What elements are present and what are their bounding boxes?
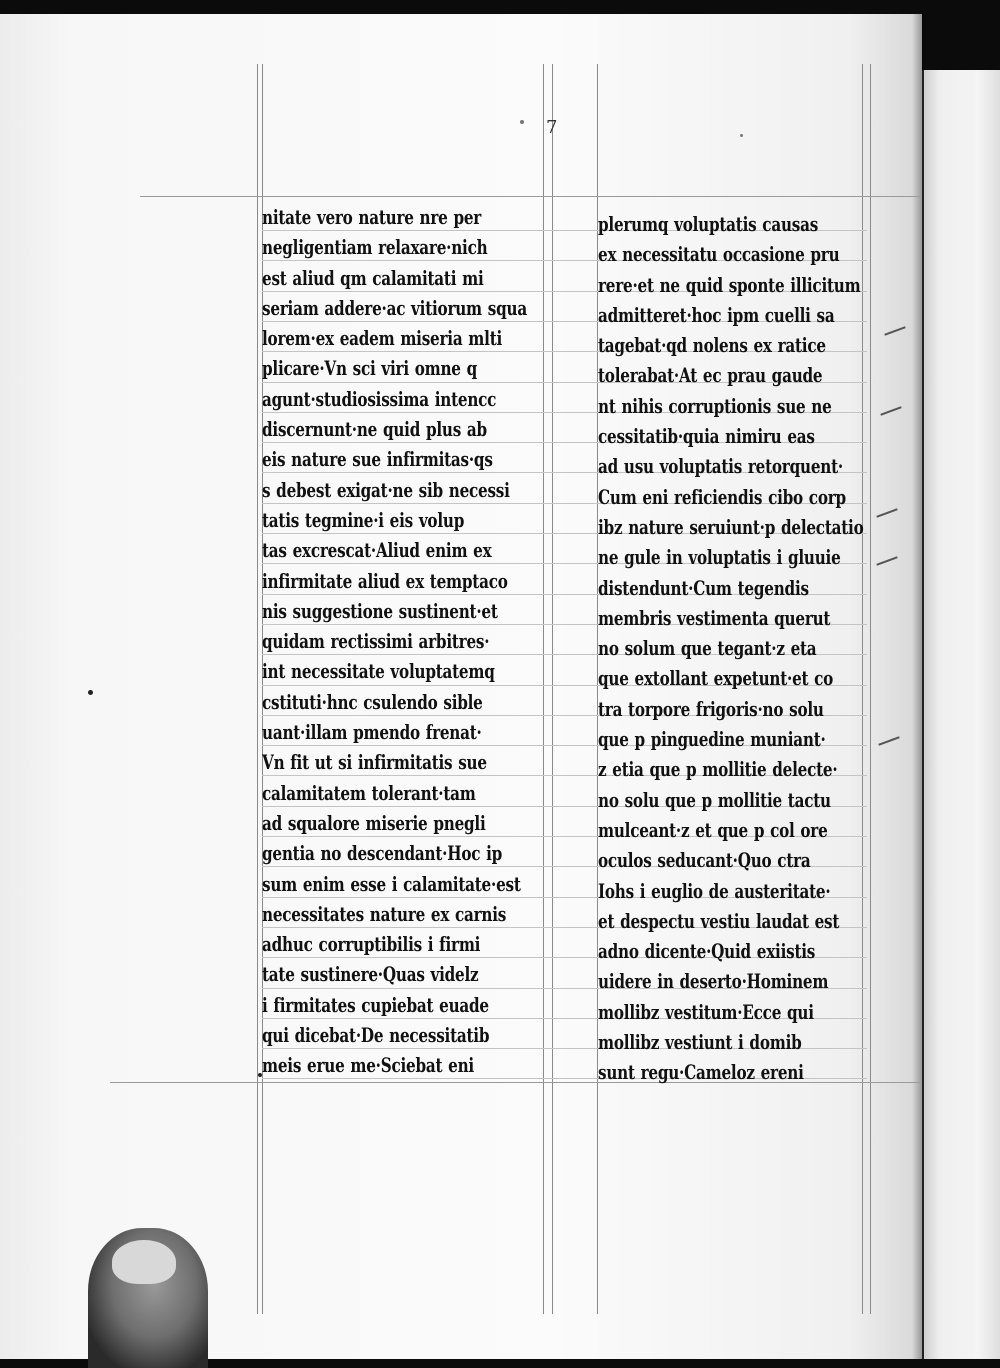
text-line: que extollant expetunt·et co [598, 667, 834, 691]
text-line: cessitatib·quia nimiru eas [598, 425, 815, 449]
text-line: adhuc corruptibilis i firmi [262, 933, 481, 957]
text-line: Vn fit ut si infirmitatis sue [262, 751, 487, 775]
text-line: sunt regu·Cameloz ereni [598, 1061, 804, 1085]
text-line: tra torpore frigoris·no solu [598, 697, 824, 721]
text-line: z etia que p mollitie delecte· [598, 758, 838, 782]
text-line: gentia no descendant·Hoc ip [262, 842, 503, 866]
text-line: qui dicebat·De necessitatib [262, 1024, 490, 1048]
text-line: mollibz vestiunt i domib [598, 1031, 802, 1055]
adjacent-leaf [922, 70, 1000, 1359]
text-line: plicare·Vn sci viri omne q [262, 357, 477, 381]
text-line: est aliud qm calamitati mi [262, 266, 484, 290]
text-line: mollibz vestitum·Ecce qui [598, 1000, 814, 1024]
ink-speck [740, 134, 743, 137]
text-line: membris vestimenta querut [598, 606, 831, 630]
ink-speck [258, 1073, 262, 1077]
text-line: rere·et ne quid sponte illicitum [598, 273, 861, 297]
text-line: tas excrescat·Aliud enim ex [262, 539, 492, 563]
scan-top-edge [0, 0, 1000, 14]
text-line: ad usu voluptatis retorquent· [598, 455, 843, 479]
text-line: nis suggestione sustinent·et [262, 599, 498, 623]
text-line: uant·illam pmendo frenat· [262, 721, 482, 745]
ruling-left-outer [257, 64, 258, 1314]
ruling-center-mid [552, 64, 553, 1314]
text-line: et despectu vestiu laudat est [598, 909, 840, 933]
text-line: nitate vero nature nre per [262, 206, 482, 229]
text-line: negligentiam relaxare·nich [262, 236, 488, 260]
thumbnail-nail [112, 1240, 176, 1284]
text-line: discernunt·ne quid plus ab [262, 418, 487, 442]
text-line: adno dicente·Quid exiistis [598, 940, 816, 964]
text-line: Cum eni reficiendis cibo corp [598, 485, 846, 509]
text-line: infirmitate aliud ex temptaco [262, 569, 508, 593]
text-line: int necessitate voluptatemq [262, 660, 495, 684]
text-line: no solum que tegant·z eta [598, 637, 817, 661]
text-line: tagebat·qd nolens ex ratice [598, 334, 826, 358]
text-line: distendunt·Cum tegendis [598, 576, 809, 600]
text-line: que p pinguedine muniant· [598, 728, 826, 752]
text-line: meis erue me·Sciebat eni [262, 1054, 474, 1078]
text-line: mulceant·z et que p col ore [598, 818, 828, 842]
text-line: calamitatem tolerant·tam [262, 781, 476, 805]
text-line: cstituti·hnc csulendo sible [262, 690, 483, 714]
ink-speck [520, 120, 524, 124]
text-line: uidere in deserto·Hominem [598, 970, 829, 994]
text-line: admitteret·hoc ipm cuelli sa [598, 303, 835, 327]
text-line: i firmitates cupiebat euade [262, 993, 489, 1017]
text-line: no solu que p mollitie tactu [598, 788, 831, 812]
ruling-top [140, 196, 920, 197]
text-line: necessitates nature ex carnis [262, 902, 507, 926]
text-line: oculos seducant·Quo ctra [598, 849, 811, 873]
text-line: nt nihis corruptionis sue ne [598, 394, 832, 418]
text-line: quidam rectissimi arbitres· [262, 630, 490, 654]
text-line: ne gule in voluptatis i gluuie [598, 546, 841, 570]
text-line: tate sustinere·Quas videlz [262, 963, 479, 987]
folio-mark: 7 [546, 117, 558, 138]
text-line: ad squalore miserie pnegli [262, 811, 486, 835]
text-line: s debest exigat·ne sib necessi [262, 478, 510, 502]
text-line: Iohs i euglio de austeritate· [598, 879, 831, 903]
text-line: plerumq voluptatis causas [598, 213, 819, 236]
text-line: tolerabat·At ec prau gaude [598, 364, 823, 388]
text-line: sum enim esse i calamitate·est [262, 872, 521, 896]
text-column-left [262, 203, 552, 1082]
text-line: lorem·ex eadem miseria mlti [262, 327, 503, 351]
ink-speck [88, 690, 93, 695]
text-line: ibz nature seruiunt·p delectatio [598, 515, 864, 539]
text-column-right [598, 210, 880, 1089]
text-line: agunt·studiosissima intencc [262, 387, 497, 411]
text-line: seriam addere·ac vitiorum squa [262, 296, 527, 320]
text-line: eis nature sue infirmitas·qs [262, 448, 493, 472]
text-line: tatis tegmine·i eis volup [262, 508, 465, 532]
text-line: ex necessitatu occasione pru [598, 243, 840, 267]
